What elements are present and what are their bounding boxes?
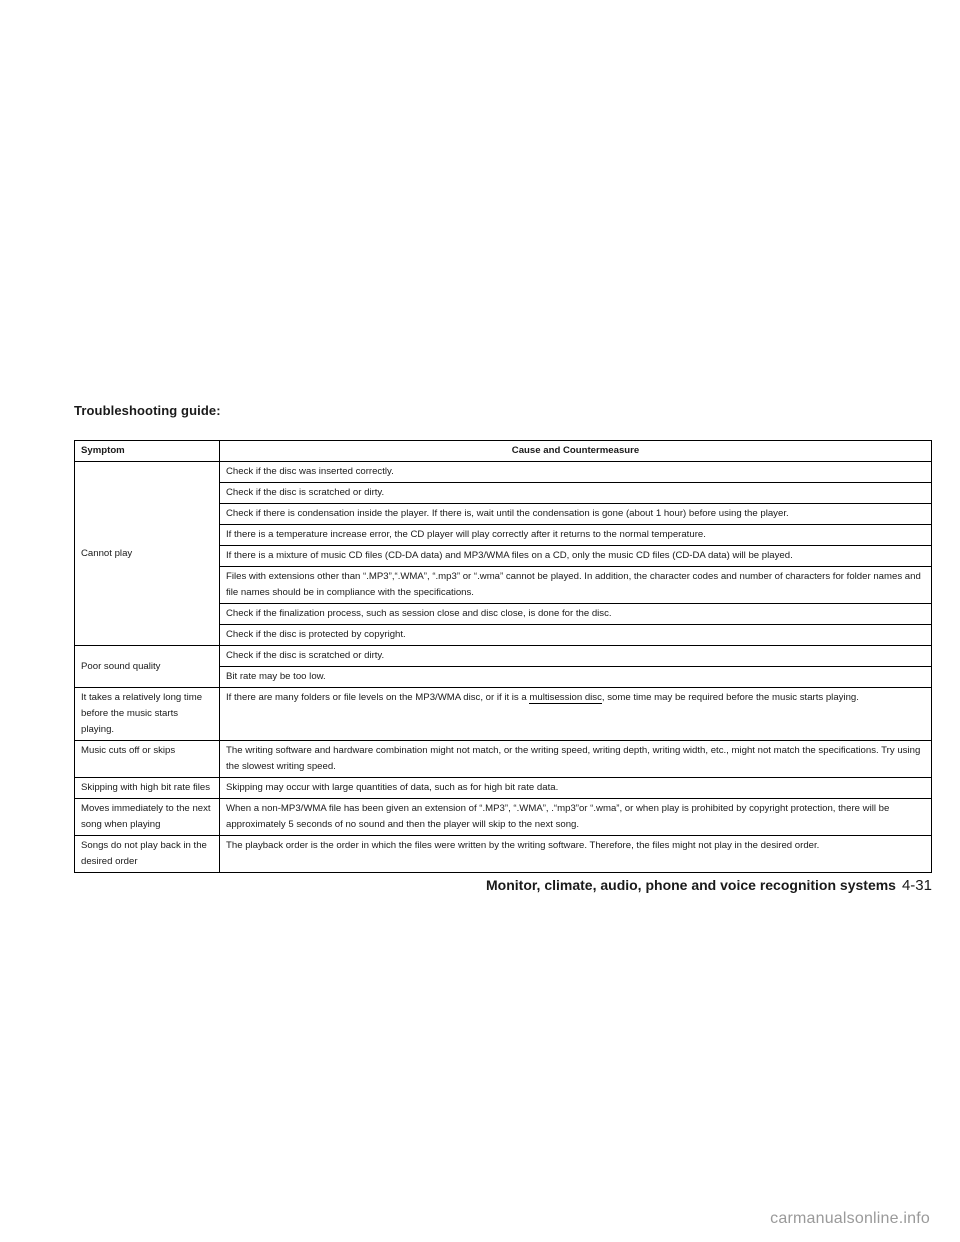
header-cause: Cause and Countermeasure [220, 441, 932, 462]
cause-cell: Check if the finalization process, such as session close and disc close, is done for the disc. [220, 604, 932, 625]
symptom-cell: Music cuts off or skips [75, 741, 220, 778]
cause-cell: Check if the disc is protected by copyright. [220, 625, 932, 646]
symptom-cell: Cannot play [75, 462, 220, 646]
footer-section-title: Monitor, climate, audio, phone and voice recognition systems [486, 877, 896, 893]
cause-cell: Skipping may occur with large quantities of data, such as for high bit rate data. [220, 778, 932, 799]
symptom-cell: Skipping with high bit rate files [75, 778, 220, 799]
symptom-cell: Moves immediately to the next song when playing [75, 799, 220, 836]
table-row [75, 741, 932, 778]
symptom-cell: It takes a relatively long time before the music starts playing. [75, 688, 220, 741]
header-symptom: Symptom [75, 441, 220, 462]
table-row [75, 836, 932, 873]
troubleshooting-table [74, 440, 932, 873]
symptom-cell: Songs do not play back in the desired order [75, 836, 220, 873]
cause-text-after: , some time may be required before the music starts playing. [601, 692, 859, 703]
watermark: carmanualsonline.info [770, 1210, 930, 1227]
cause-text-before: If there are many folders or file levels on the MP3/WMA disc, or if it is a [226, 692, 530, 703]
table-row [75, 778, 932, 799]
page-number: 4-31 [901, 877, 932, 894]
cause-cell: Check if there is condensation inside the player. If there is, wait until the condensation is gone (about 1 hour) before using the player. [220, 504, 932, 525]
table-row [75, 462, 932, 483]
cause-cell: Check if the disc is scratched or dirty. [220, 483, 932, 504]
table-row [75, 799, 932, 836]
cause-cell: If there is a temperature increase error, the CD player will play correctly after it returns to the normal temperature. [220, 525, 932, 546]
cause-cell: When a non-MP3/WMA file has been given an extension of “.MP3”, “.WMA”, .“mp3”or “.wma”, or when play is prohibited by copyright protection, there will be approximately 5 seconds of no sound and then the player will skip to the next song. [220, 799, 932, 836]
cause-cell: If there is a mixture of music CD files (CD-DA data) and MP3/WMA files on a CD, only the music CD files (CD-DA data) will be played. [220, 546, 932, 567]
cause-cell: The writing software and hardware combination might not match, or the writing speed, writing depth, writing width, etc., might not match the specifications. Try using the slowest writing speed. [220, 741, 932, 778]
cause-cell: The playback order is the order in which the files were written by the writing software. Therefore, the files might not play in the desired order. [220, 836, 932, 873]
table-header-row [75, 441, 932, 462]
cause-cell: Check if the disc was inserted correctly. [220, 462, 932, 483]
cause-cell: Bit rate may be too low. [220, 667, 932, 688]
cause-cell: Check if the disc is scratched or dirty. [220, 646, 932, 667]
multisession-disc-link[interactable]: multisession disc [529, 692, 602, 703]
table-row [75, 646, 932, 667]
cause-cell [220, 688, 932, 741]
table-row [75, 688, 932, 741]
section-heading: Troubleshooting guide: [74, 403, 221, 418]
symptom-cell: Poor sound quality [75, 646, 220, 688]
cause-cell: Files with extensions other than “.MP3”,“.WMA”, “.mp3” or “.wma” cannot be played. In addition, the character codes and number of characters for folder names and file names should be in compliance with the specifications. [220, 567, 932, 604]
page-footer [486, 877, 932, 894]
